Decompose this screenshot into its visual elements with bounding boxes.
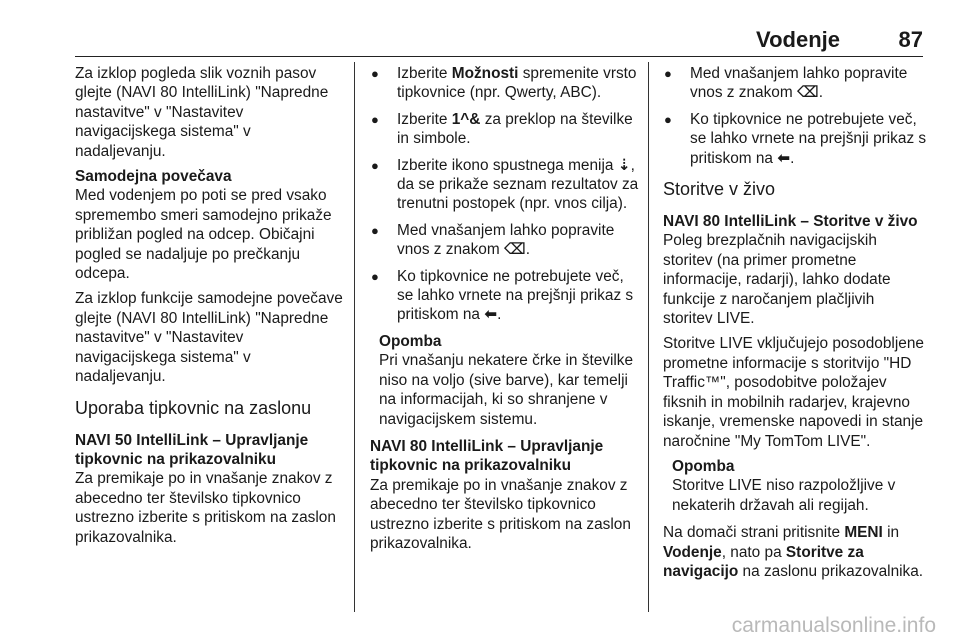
page-header (0, 0, 960, 58)
paragraph: Poleg brezplačnih navigacijskih storitev (na primer prometne informacije, radarji), lahko dodate funkcije z naročanjem plačljivih storitev LIVE. (663, 232, 891, 328)
note-title: Opomba (379, 332, 442, 350)
note-text: Storitve LIVE niso razpoložljive v nekaterih državah ali regijah. (672, 477, 896, 514)
column-divider-1 (354, 62, 355, 612)
column-3 (663, 64, 928, 587)
list-item: ● Med vnašanjem lahko popravite vnos z znakom ⌫. (663, 64, 928, 103)
paragraph: Za izklop funkcije samodejne povečave glejte (NAVI 80 IntelliLink) "Napredne nastavitve" v "Nastavitev navigacijskega sistema" v nadaljevanju. (75, 290, 343, 386)
paragraph: Med vodenjem po poti se pred vsako spremembo smeri samodejno prikaže približan pogled na odcep. Običajni pogled se nadaljuje po prečkanju odcepa. (75, 187, 332, 283)
backspace-icon: ⌫ (796, 83, 819, 102)
note-box (379, 332, 640, 429)
bullet-list (663, 64, 928, 168)
paragraph: Za premikaje po in vnašanje znakov z abecedno ter številsko tipkovnico ustrezno izberite s pritiskom na zaslon prikazovalnika. (370, 476, 631, 552)
subheading-navi80-keyboards: NAVI 80 IntelliLink – Upravljanje tipkovnic na prikazovalniku (370, 437, 604, 475)
list-item: ● Izberite ikono spustnega menija ⇣, da se prikaže seznam rezultatov za trenutni postopek (npr. vnos cilja). (370, 156, 640, 214)
subheading-navi80-live: NAVI 80 IntelliLink – Storitve v živo (663, 213, 918, 231)
note-box (672, 457, 928, 515)
paragraph: Za premikaje po in vnašanje znakov z abecedno ter številsko tipkovnico ustrezno izberite s pritiskom na zaslon prikazovalnika. (75, 470, 336, 546)
back-arrow-icon: ⬅ (777, 148, 791, 167)
list-item: ● Ko tipkovnice ne potrebujete več, se lahko vrnete na prejšnji prikaz s pritiskom na ⬅. (663, 110, 928, 168)
dropdown-menu-icon: ⇣ (617, 155, 631, 174)
column-1 (75, 64, 345, 553)
subheading-navi50-keyboards: NAVI 50 IntelliLink – Upravljanje tipkovnic na prikazovalniku (75, 431, 309, 468)
heading-keyboards: Uporaba tipkovnic na zaslonu (75, 397, 312, 418)
paragraph: Za izklop pogleda slik voznih pasov glejte (NAVI 80 IntelliLink) "Napredne nastavitve" v "Nastavitev navigacijskega sistema" v nadaljevanju. (75, 65, 329, 160)
list-item: ● Izberite Možnosti spremenite vrsto tipkovnice (npr. Qwerty, ABC). (370, 64, 640, 103)
subheading-auto-zoom: Samodejna povečava (75, 168, 232, 186)
paragraph: Na domači strani pritisnite MENI in Vodenje, nato pa Storitve za navigacijo na zaslonu prikazovalnika. (663, 524, 924, 580)
section-title: Vodenje (756, 27, 840, 52)
header-rule (75, 56, 923, 57)
bullet-list (370, 64, 640, 325)
backspace-icon: ⌫ (503, 240, 526, 259)
note-title: Opomba (672, 457, 735, 475)
note-text: Pri vnašanju nekatere črke in številke niso na voljo (sive barve), kar temelji na informacijah, ki so shranjene v navigacijskem sistemu. (379, 352, 634, 428)
list-item: ● Med vnašanjem lahko popravite vnos z znakom ⌫. (370, 221, 640, 260)
list-item: ● Ko tipkovnice ne potrebujete več, se lahko vrnete na prejšnji prikaz s pritiskom na ⬅. (370, 267, 640, 325)
paragraph: Storitve LIVE vključujejo posodobljene prometne informacije s storitvijo "HD Traffic™", posodobitve položajev fiksnih in mobilnih radarjev, krajevno iskanje, vremenske napovedi in stanje naročnine "My TomTom LIVE". (663, 335, 924, 450)
heading-live-services: Storitve v živo (663, 179, 776, 200)
page-number: 87 (898, 27, 923, 52)
back-arrow-icon: ⬅ (484, 305, 498, 324)
list-item: ● Izberite 1^& za preklop na številke in simbole. (370, 110, 640, 149)
watermark: carmanualsonline.info (731, 614, 936, 637)
column-divider-2 (648, 62, 649, 612)
column-2 (370, 64, 640, 559)
